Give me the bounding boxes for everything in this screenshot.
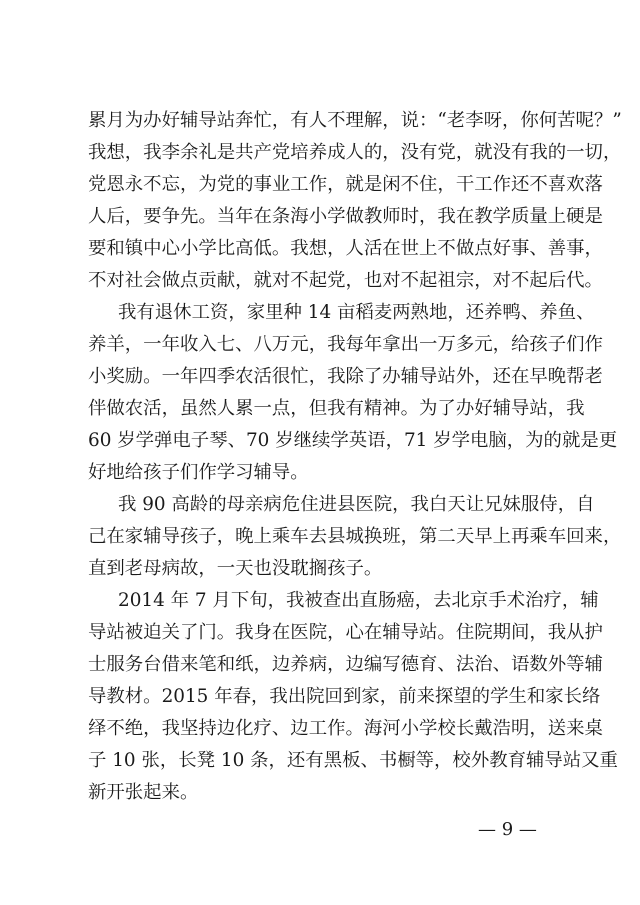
page-number: — 9 — [478,819,537,840]
text-line: 我有退休工资，家里种 14 亩稻麦两熟地，还养鸭、养鱼、 [118,302,595,323]
text-line: 我想，我李余礼是共产党培养成人的，没有党，就没有我的一切， [88,142,622,163]
text-line: 直到老母病故，一天也没耽搁孩子。 [88,558,383,579]
text-line: 60 岁学弹电子琴、70 岁继续学英语，71 岁学电脑，为的就是更 [88,430,618,451]
text-line: 人后，要争先。当年在条海小学做教师时，我在教学质量上硬是 [88,206,603,227]
text-line: 我 90 高龄的母亲病危住进县医院，我白天让兄妹服侍，自 [118,494,595,515]
text-line: 好地给孩子们作学习辅导。 [88,462,309,483]
text-line: 累月为办好辅导站奔忙，有人不理解，说：“老李呀，你何苦呢？” [88,110,622,131]
text-line: 伴做农活，虽然人累一点，但我有精神。为了办好辅导站，我 [88,398,585,419]
text-line: 己在家辅导孩子，晚上乘车去县城换班，第二天早上再乘车回来， [88,526,622,547]
text-line: 导站被迫关了门。我身在医院，心在辅导站。住院期间，我从护 [88,622,603,643]
text-line: 2014 年 7 月下旬，我被查出直肠癌，去北京手术治疗，辅 [118,590,599,611]
text-line: 新开张起来。 [88,782,199,803]
text-line: 要和镇中心小学比高低。我想，人活在世上不做点好事、善事， [88,238,603,259]
text-line: 党恩永不忘，为党的事业工作，就是闲不住，干工作还不喜欢落 [88,174,603,195]
text-line: 养羊，一年收入七、八万元，我每年拿出一万多元，给孩子们作 [88,334,603,355]
text-line: 子 10 张，长凳 10 条，还有黑板、书橱等，校外教育辅导站又重 [88,750,618,771]
text-line: 绎不绝，我坚持边化疗、边工作。海河小学校长戴浩明，送来桌 [88,718,603,739]
body-text [88,105,622,809]
text-line: 小奖励。一年四季农活很忙，我除了办辅导站外，还在早晚帮老 [88,366,603,387]
text-line: 导教材。2015 年春，我出院回到家，前来探望的学生和家长络 [88,686,601,707]
text-line: 不对社会做点贡献，就对不起党，也对不起祖宗，对不起后代。 [88,270,603,291]
text-line: 士服务台借来笔和纸，边养病，边编写德育、法治、语数外等辅 [88,654,603,675]
